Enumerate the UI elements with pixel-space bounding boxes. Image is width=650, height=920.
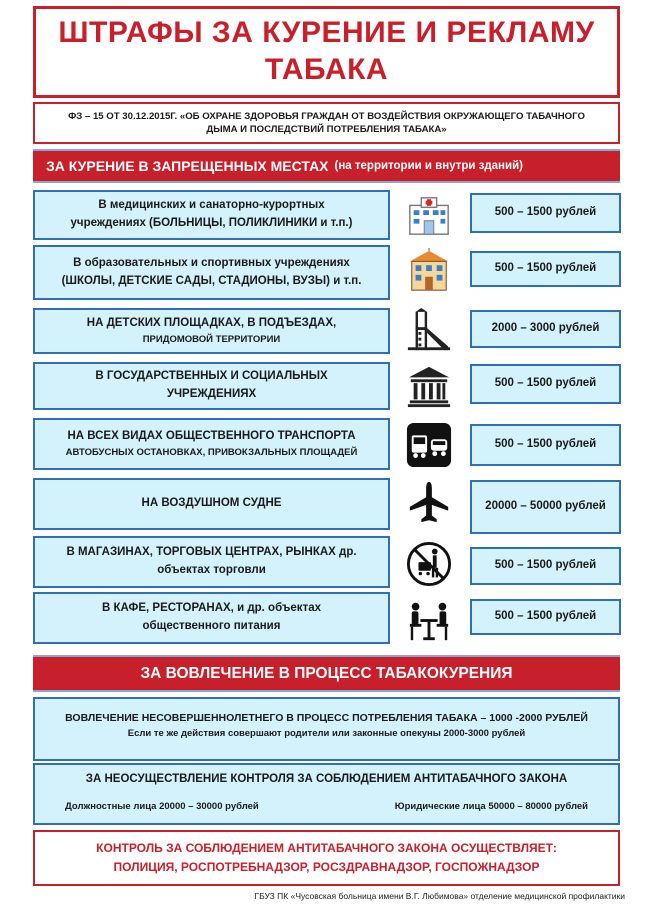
hospital-icon — [404, 190, 454, 240]
place-line: НА ВСЕХ ВИДАХ ОБЩЕСТВЕННОГО ТРАНСПОРТА — [67, 429, 356, 442]
section-involvement-banner — [33, 655, 620, 692]
place-line: (ШКОЛЫ, ДЕТСКИЕ САДЫ, СТАДИОНЫ, ВУЗЫ) и т.п. — [61, 274, 362, 287]
section-smoking-banner — [33, 149, 620, 183]
fine-cafes: 500 – 1500 рублей — [470, 599, 621, 635]
fine-playground: 2000 – 3000 рублей — [470, 310, 621, 348]
enforcement-box — [33, 830, 620, 886]
place-shops — [33, 536, 390, 588]
section-smoking-heading: ЗА КУРЕНИЕ В ЗАПРЕЩЕННЫХ МЕСТАХ — [46, 158, 329, 174]
place-playground — [33, 308, 390, 354]
airplane-icon — [404, 478, 454, 528]
footer-credit: ГБУЗ ПК «Чусовская больница имени В.Г. Любимова» отделение медицинской профилактики — [254, 891, 625, 901]
fine-aircraft: 20000 – 50000 рублей — [470, 480, 621, 534]
government-building-icon — [404, 361, 454, 411]
control-failure-heading: ЗА НЕОСУЩЕСТВЛЕНИЕ КОНТРОЛЯ ЗА СОБЛЮДЕНИЕМ АНТИТАБАЧНОГО ЗАКОНА — [85, 773, 568, 785]
involvement-minor-fine: ВОВЛЕЧЕНИЕ НЕСОВЕРШЕННОЛЕТНЕГО В ПРОЦЕСС ПОТРЕБЛЕНИЯ ТАБАКА – 1000 -2000 РУБЛЕЙ — [65, 712, 588, 724]
law-reference: ФЗ – 15 ОТ 30.12.2015Г. «ОБ ОХРАНЕ ЗДОРОВЬЯ ГРАЖДАН ОТ ВОЗДЕЙСТВИЯ ОКРУЖАЮЩЕГО ТАБАЧНОГО ДЫМА И ПОСЛЕДСТВИЙ ПОТРЕБЛЕНИЯ ТАБАКА» — [33, 102, 620, 144]
place-line: В ГОСУДАРСТВЕННЫХ И СОЦИАЛЬНЫХ — [95, 370, 328, 383]
playground-icon — [404, 306, 454, 356]
place-line: В образовательных и спортивных учреждениях — [73, 256, 350, 269]
poster-title: ШТРАФЫ ЗА КУРЕНИЕ И РЕКЛАМУ ТАБАКА — [58, 16, 595, 86]
legal-entities-fine: Юридические лица 50000 – 80000 рублей — [394, 801, 588, 812]
place-line: НА ДЕТСКИХ ПЛОЩАДКАХ, В ПОДЪЕЗДАХ, — [86, 316, 337, 329]
place-transport — [33, 418, 390, 470]
section-involvement-heading: ЗА ВОВЛЕЧЕНИЕ В ПРОЦЕСС ТАБАКОКУРЕНИЯ — [140, 664, 513, 682]
fine-medical: 500 – 1500 рублей — [470, 193, 621, 233]
place-line: АВТОБУСНЫХ ОСТАНОВКАХ, ПРИВОКЗАЛЬНЫХ ПЛОЩАДЕЙ — [65, 446, 358, 458]
place-line: В МАГАЗИНАХ, ТОРГОВЫХ ЦЕНТРАХ, РЫНКАХ др. — [66, 546, 357, 559]
cafe-icon — [404, 596, 454, 646]
shopping-cart-icon — [404, 539, 454, 589]
place-line: УЧРЕЖДЕНИЯХ — [166, 388, 257, 400]
place-line: В медицинских и санаторно-курортных — [98, 199, 325, 212]
poster-title-box — [33, 6, 620, 98]
school-icon — [404, 246, 454, 296]
involvement-parents-fine: Если те же действия совершают родители или законные опекуны 2000-3000 рублей — [127, 728, 526, 740]
section-smoking-note: (на территории и внутри зданий) — [334, 160, 523, 172]
place-cafes — [33, 592, 390, 644]
officials-fine: Должностные лица 20000 – 30000 рублей — [65, 801, 259, 812]
enforcement-agencies: ПОЛИЦИЯ, РОСПОТРЕБНАДЗОР, РОСЗДРАВНАДЗОР, ГОСПОЖНАДЗОР — [113, 860, 540, 874]
place-aircraft — [33, 478, 390, 530]
public-transport-icon — [404, 420, 454, 470]
place-line: ПРИДОМОВОЙ ТЕРРИТОРИИ — [142, 333, 281, 345]
involvement-box — [33, 697, 620, 761]
place-line: общественного питания — [142, 620, 281, 632]
place-medical — [33, 190, 390, 240]
fine-shops: 500 – 1500 рублей — [470, 547, 621, 585]
place-line: В КАФЕ, РЕСТОРАНАХ, и др. объектах — [101, 602, 321, 615]
place-line: учреждениях (БОЛЬНИЦЫ, ПОЛИКЛИНИКИ и т.п.) — [70, 217, 353, 229]
fine-transport: 500 – 1500 рублей — [470, 424, 621, 466]
control-failure-box — [33, 763, 620, 825]
place-line: НА ВОЗДУШНОМ СУДНЕ — [141, 497, 282, 510]
place-line: объектах торговли — [157, 564, 266, 576]
fine-government: 500 – 1500 рублей — [470, 364, 621, 404]
place-government — [33, 362, 390, 410]
fine-education: 500 – 1500 рублей — [470, 251, 621, 287]
enforcement-heading: КОНТРОЛЬ ЗА СОБЛЮДЕНИЕМ АНТИТАБАЧНОГО ЗАКОНА ОСУЩЕСТВЛЯЕТ: — [96, 840, 557, 855]
place-education — [33, 245, 390, 300]
